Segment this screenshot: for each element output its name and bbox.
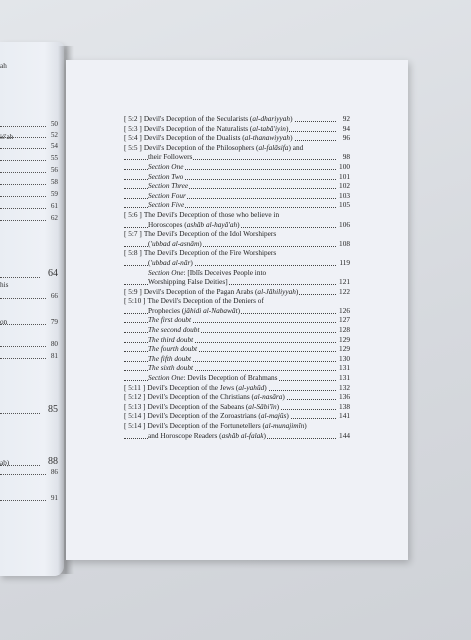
toc-page-number: 131 xyxy=(339,363,350,373)
toc-row xyxy=(124,268,350,278)
toc-entry-text: ( xyxy=(148,238,151,248)
toc-entry-label xyxy=(124,287,299,297)
toc-entry-label xyxy=(148,191,187,201)
toc-page-number: 128 xyxy=(339,325,350,335)
toc-page-number: 144 xyxy=(339,430,350,440)
toc-entry-italic: al-tabā'iyin xyxy=(252,123,286,133)
toc-entry-text-after: ) xyxy=(282,392,285,402)
toc-entry-text: The first doubt xyxy=(148,315,191,325)
left-toc-fragment xyxy=(0,292,60,302)
toc-section-number: [ 5:9 ] xyxy=(124,286,142,296)
toc-entry-italic: al-majūs xyxy=(260,411,287,421)
toc-row xyxy=(124,296,350,306)
toc-entry-label xyxy=(148,315,192,325)
toc-row xyxy=(124,277,350,287)
toc-row xyxy=(124,229,350,239)
leader-dots xyxy=(0,148,46,149)
left-toc-fragment xyxy=(0,202,60,212)
leader-dots xyxy=(0,196,46,197)
toc-entry-text-after: ) xyxy=(290,133,293,143)
toc-entry-text-after: ) xyxy=(237,219,240,229)
toc-entry-label xyxy=(148,335,194,345)
toc-entry-italic: al-falāsifa xyxy=(258,142,289,152)
toc-section-number: [ 5:6 ] xyxy=(124,209,142,219)
toc-page-number: 129 xyxy=(339,344,350,354)
toc-page-number: 141 xyxy=(339,411,350,421)
toc-entry-italic: al-thanawiyyah xyxy=(244,133,291,143)
left-toc-fragment xyxy=(0,340,60,350)
toc-page-number: 121 xyxy=(339,277,350,287)
toc-entry-italic: Section One xyxy=(148,373,184,383)
toc-row xyxy=(124,124,350,134)
toc-row xyxy=(124,133,350,143)
toc-entry-label xyxy=(124,114,294,124)
toc-row xyxy=(124,431,350,441)
left-toc-page-number: 85 xyxy=(48,404,58,415)
toc-page-number: 132 xyxy=(339,382,350,392)
toc-entry-label xyxy=(124,402,280,412)
toc-entry-text: The fourth doubt xyxy=(148,344,198,354)
left-toc-fragment-text: ah xyxy=(0,62,7,70)
toc-entry-italic: 'ubbad al-asnām xyxy=(150,238,200,248)
leader-dots xyxy=(0,172,46,173)
toc-section-number: [ 5:8 ] xyxy=(124,248,142,258)
toc-row xyxy=(124,162,350,172)
toc-entry-text-after: ) xyxy=(276,401,280,411)
toc-entry-label xyxy=(148,220,241,230)
toc-section-number: [ 5:7 ] xyxy=(124,229,142,239)
toc-row xyxy=(124,200,350,210)
toc-entry-text: Devil's Deception of the Secularists ( xyxy=(143,114,253,123)
toc-entry-italic: al-Jāhiliyyah xyxy=(257,286,296,296)
left-toc-page-number: 91 xyxy=(50,494,58,502)
toc-page-number: 119 xyxy=(339,257,350,267)
toc-entry-label xyxy=(124,383,268,393)
toc-entry-text: Section Three xyxy=(148,181,189,191)
toc-entry-text-after: ) xyxy=(263,430,266,440)
left-toc-fragment xyxy=(0,120,60,130)
toc-entry-label xyxy=(124,248,277,258)
leader-dots xyxy=(0,358,46,359)
toc-entry-italic: ashāb al-falak xyxy=(221,430,264,440)
left-toc-fragment-text: on xyxy=(0,318,8,326)
leader-dots xyxy=(0,413,40,414)
toc-entry-italic: al-munajimīn xyxy=(264,421,305,430)
toc-entry-label xyxy=(148,325,200,335)
toc-entry-label xyxy=(148,354,192,364)
toc-page-number: 108 xyxy=(339,238,350,248)
toc-entry-label xyxy=(124,229,277,239)
toc-entry-text: The Devil's Deception of the Deniers of xyxy=(147,296,264,306)
toc-section-number: [ 5:2 ] xyxy=(124,114,142,123)
toc-entry-text: Devil's Deception of the Dualists ( xyxy=(143,133,245,143)
toc-entry-label xyxy=(148,152,193,162)
toc-entry-text: Devil's Deception of the Philosophers ( xyxy=(143,142,259,152)
toc-section-number: [ 5:14 ] xyxy=(124,411,146,421)
leader-dots xyxy=(0,500,46,501)
toc-entry-text: The second doubt xyxy=(148,325,200,335)
toc-entry-text: Devil's Deception of the Naturalists ( xyxy=(143,123,253,133)
left-toc-page-number: 88 xyxy=(48,456,58,467)
toc-row xyxy=(124,191,350,201)
toc-entry-italic: al-yahūd xyxy=(238,382,265,392)
toc-page-number: 129 xyxy=(339,334,350,344)
toc-entry-label xyxy=(148,431,267,441)
left-toc-page-number: 50 xyxy=(50,120,58,128)
left-toc-fragment-text: his xyxy=(0,281,9,289)
toc-entry-text-after: ) and xyxy=(288,142,304,152)
toc-entry-text-after: ) xyxy=(290,114,293,123)
right-page xyxy=(66,60,408,560)
left-toc-page-number: 86 xyxy=(50,468,58,476)
toc-entry-label xyxy=(124,411,290,421)
left-toc-page-number: 56 xyxy=(50,166,58,174)
toc-section-number: [ 5:3 ] xyxy=(124,123,142,133)
toc-entry-label xyxy=(124,296,265,306)
left-toc-page-number: 55 xyxy=(50,154,58,162)
toc-section-number: [ 5:4 ] xyxy=(124,133,142,143)
toc-entry-text: their Followers xyxy=(148,152,193,162)
left-toc-fragment xyxy=(0,214,60,224)
left-toc-fragment xyxy=(0,166,60,176)
leader-dots xyxy=(0,324,46,325)
toc-row xyxy=(124,402,350,412)
toc-row xyxy=(124,114,350,124)
toc-entry-label xyxy=(124,392,286,402)
toc-entry-italic: al-dhariyyah xyxy=(252,114,291,123)
toc-row xyxy=(124,143,350,153)
toc-entry-label xyxy=(124,133,294,143)
toc-entry-italic: Section One xyxy=(148,267,184,277)
leader-dots xyxy=(0,220,46,221)
toc-entry-text: The third doubt xyxy=(148,334,194,344)
toc-entry-text-after: ) xyxy=(264,382,267,392)
toc-entry-text: : Devils Deception of Brahmans xyxy=(183,373,278,383)
toc-entry-text: Section Five xyxy=(148,200,185,210)
toc-entry-label xyxy=(148,258,194,268)
toc-entry-text-after: ) xyxy=(304,421,307,430)
toc-entry-label xyxy=(148,200,185,210)
toc-row xyxy=(124,287,350,297)
left-toc-fragment xyxy=(0,268,60,282)
leader-dots xyxy=(0,208,46,209)
toc-entry-text: Section One xyxy=(148,161,184,171)
toc-row xyxy=(124,373,350,383)
toc-page-number: 136 xyxy=(339,392,350,402)
left-toc-fragment xyxy=(0,190,60,200)
left-toc-page-number: 52 xyxy=(50,131,58,139)
toc-row xyxy=(124,383,350,393)
toc-row xyxy=(124,220,350,230)
toc-entry-text: Devil's Deception of the Sabeans ( xyxy=(147,401,249,411)
toc-section-number: [ 5:12 ] xyxy=(124,392,146,402)
toc-entry-label xyxy=(124,124,289,134)
left-toc-fragment-text: ab) xyxy=(0,459,10,467)
toc-entry-label xyxy=(148,162,184,172)
table-of-contents xyxy=(124,114,350,440)
toc-entry-text: : [Iblīs Deceives People into xyxy=(183,267,267,277)
toc-row xyxy=(124,210,350,220)
left-toc-page-number: 62 xyxy=(50,214,58,222)
left-toc-fragment xyxy=(0,178,60,188)
toc-entry-text: The fifth doubt xyxy=(148,353,191,363)
toc-row xyxy=(124,344,350,354)
left-toc-fragment xyxy=(0,352,60,362)
left-toc-page-number: 79 xyxy=(50,318,58,326)
left-toc-page-number: 66 xyxy=(50,292,58,300)
toc-entry-label xyxy=(148,306,241,316)
leader-dots xyxy=(0,277,40,278)
toc-page-number: 103 xyxy=(339,190,350,200)
toc-entry-text: Section Four xyxy=(148,190,186,200)
left-toc-page-number: 80 xyxy=(50,340,58,348)
toc-entry-label xyxy=(148,363,194,373)
toc-section-number: [ 5:5 ] xyxy=(124,142,142,152)
left-page xyxy=(0,42,64,576)
toc-entry-label xyxy=(124,143,304,153)
toc-entry-text: ( xyxy=(148,257,151,267)
toc-section-number: [ 5:13 ] xyxy=(124,401,146,411)
toc-entry-label xyxy=(148,268,267,278)
toc-entry-text-after: ) xyxy=(286,411,289,421)
toc-entry-italic: ashāb al-hayā'ah xyxy=(186,219,238,229)
left-toc-fragment xyxy=(0,494,60,504)
left-toc-fragment-text: ié'ah xyxy=(0,133,14,141)
left-toc-page-number: 81 xyxy=(50,352,58,360)
left-toc-page-number: 64 xyxy=(48,268,58,279)
toc-page-number: 138 xyxy=(339,401,350,411)
toc-page-number: 131 xyxy=(339,373,350,383)
toc-section-number: [ 5:11 ] xyxy=(124,382,146,392)
toc-entry-label xyxy=(148,277,229,287)
leader-dots xyxy=(0,126,46,127)
toc-page-number: 101 xyxy=(339,171,350,181)
left-toc-page-number: 54 xyxy=(50,142,58,150)
toc-page-number: 94 xyxy=(342,123,350,133)
toc-entry-text-after: ) xyxy=(199,238,202,248)
toc-entry-text: Devil's Deception of the Zoroastrians ( xyxy=(147,411,261,421)
toc-row xyxy=(124,152,350,162)
leader-dots xyxy=(0,184,46,185)
toc-row xyxy=(124,181,350,191)
left-toc-page-number: 58 xyxy=(50,178,58,186)
toc-entry-text: Section Two xyxy=(148,171,184,181)
toc-row xyxy=(124,248,350,258)
toc-entry-text: The Devil's Deception of the Fire Worshipers xyxy=(143,248,277,258)
toc-row xyxy=(124,306,350,316)
toc-page-number: 130 xyxy=(339,353,350,363)
toc-entry-label xyxy=(148,344,198,354)
left-toc-fragment xyxy=(0,404,60,418)
toc-entry-label xyxy=(148,181,189,191)
toc-page-number: 102 xyxy=(339,181,350,191)
toc-page-number: 127 xyxy=(339,315,350,325)
left-toc-page-number: 61 xyxy=(50,202,58,210)
toc-entry-text: Devil's Deception of the Pagan Arabs ( xyxy=(143,286,258,296)
leader-dots xyxy=(0,474,46,475)
toc-entry-text: Devil's Deception of the Fortunetellers ( xyxy=(147,421,265,430)
toc-entry-text: and Horoscope Readers ( xyxy=(148,430,222,440)
toc-row xyxy=(124,325,350,335)
toc-entry-text: The sixth doubt xyxy=(148,363,193,373)
toc-entry-italic: 'ubbad al-nār xyxy=(150,257,191,267)
toc-entry-text: Devil's Deception of the Christians ( xyxy=(147,392,254,402)
leader-dots xyxy=(0,346,46,347)
toc-row xyxy=(124,421,350,431)
toc-row xyxy=(124,239,350,249)
toc-row xyxy=(124,411,350,421)
toc-row xyxy=(124,363,350,373)
toc-entry-text: The Devil's Deception of the Idol Worshipers xyxy=(143,229,277,239)
left-toc-fragment xyxy=(0,318,60,328)
toc-entry-text-after: ) xyxy=(237,305,241,315)
toc-entry-italic: al-Sābi'īn xyxy=(248,401,277,411)
toc-row xyxy=(124,315,350,325)
toc-entry-text: The Devil's Deception of those who believe in xyxy=(143,209,280,219)
toc-entry-label xyxy=(148,172,184,182)
left-toc-fragment xyxy=(0,154,60,164)
toc-row xyxy=(124,258,350,268)
toc-page-number: 96 xyxy=(342,133,350,143)
toc-row xyxy=(124,335,350,345)
toc-row xyxy=(124,354,350,364)
toc-page-number: 122 xyxy=(339,286,350,296)
toc-entry-label xyxy=(124,421,308,431)
toc-page-number: 92 xyxy=(342,114,350,123)
toc-entry-text: Prophecies ( xyxy=(148,305,185,315)
toc-row xyxy=(124,172,350,182)
toc-entry-text: Horoscopes ( xyxy=(148,219,187,229)
toc-page-number: 106 xyxy=(339,219,350,229)
toc-entry-text: Worshipping False Deities] xyxy=(148,277,228,287)
leader-dots xyxy=(0,298,46,299)
toc-entry-text-after: ) xyxy=(190,257,193,267)
toc-entry-text-after: ) xyxy=(285,123,289,133)
toc-row xyxy=(124,392,350,402)
toc-page-number: 100 xyxy=(339,161,350,171)
toc-section-number: [ 5:14 ] xyxy=(124,421,146,430)
toc-entry-label xyxy=(148,239,203,249)
toc-section-number: [ 5:10 ] xyxy=(124,296,146,306)
toc-entry-text-after: ) xyxy=(295,286,299,296)
left-toc-page-number: 59 xyxy=(50,190,58,198)
toc-page-number: 126 xyxy=(339,305,350,315)
toc-page-number: 98 xyxy=(342,152,350,162)
leader-dots xyxy=(0,160,46,161)
toc-entry-italic: al-nasāra xyxy=(253,392,283,402)
toc-page-number: 105 xyxy=(339,200,350,210)
toc-entry-text: Devil's Deception of the Jews ( xyxy=(147,382,239,392)
toc-entry-italic: jāhidi al-Nabawāt xyxy=(184,305,238,315)
toc-entry-label xyxy=(124,210,280,220)
toc-entry-label xyxy=(148,373,279,383)
